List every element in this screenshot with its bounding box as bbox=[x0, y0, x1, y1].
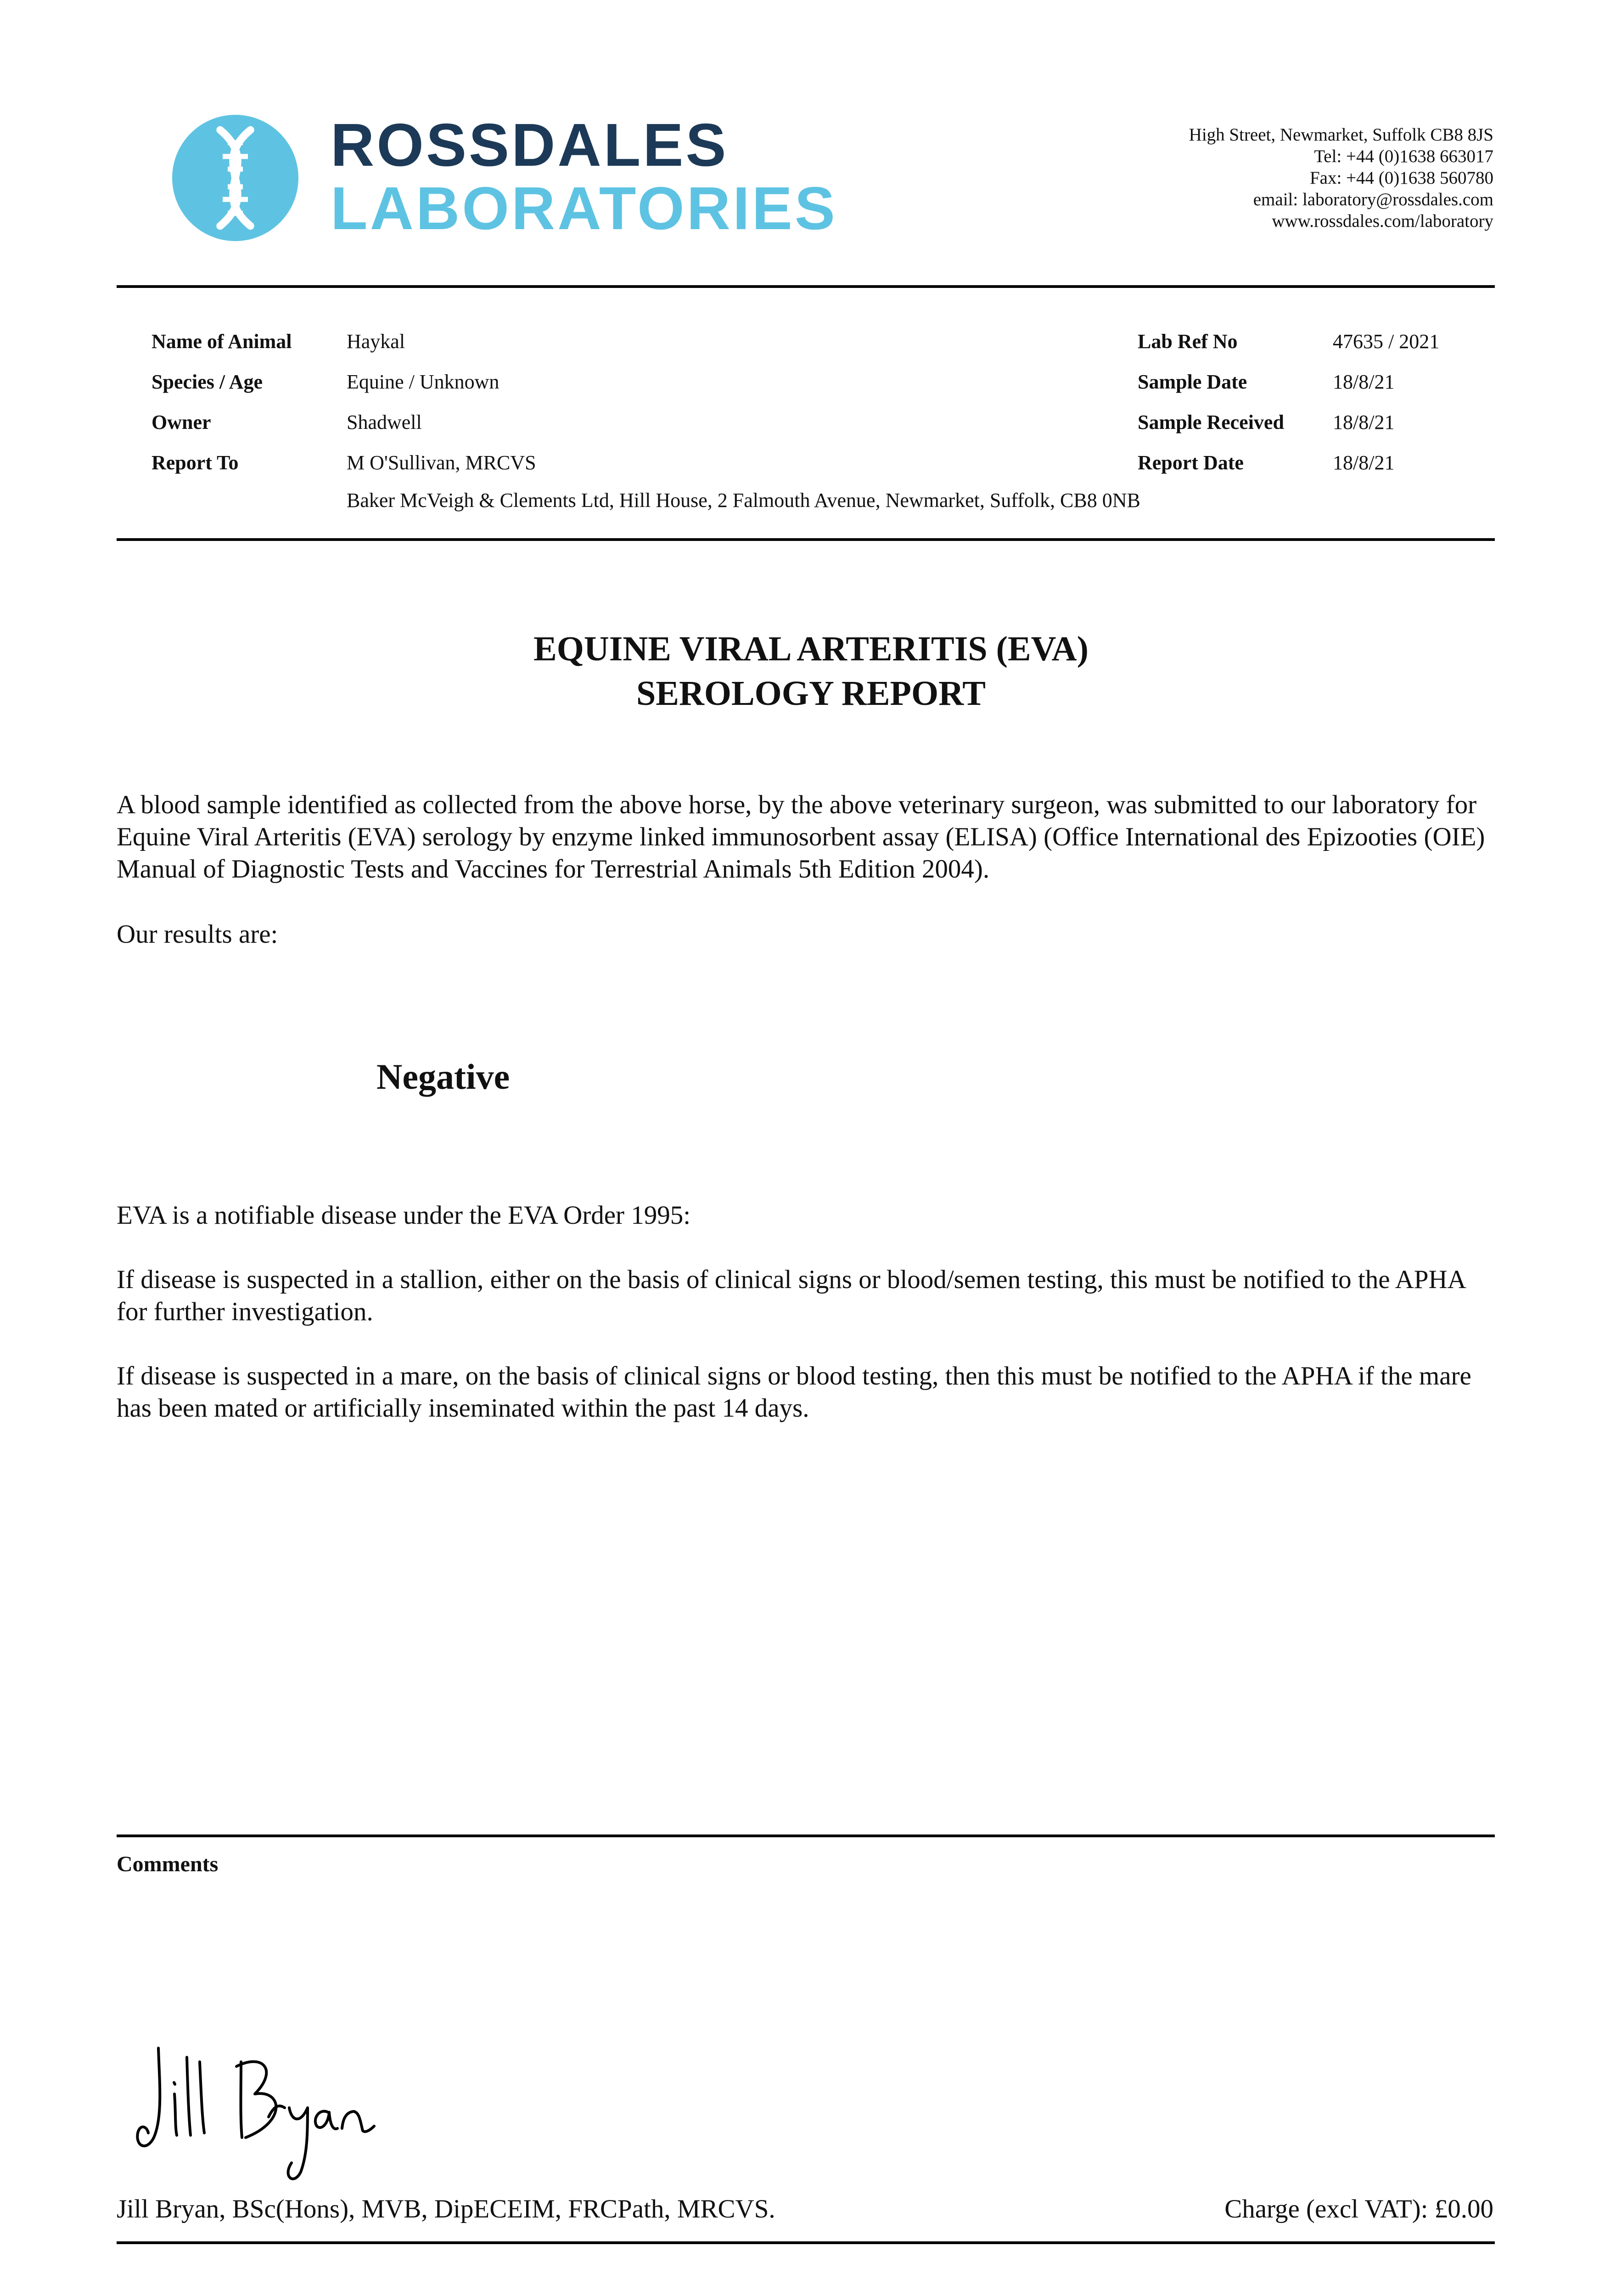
logo-wordmark-bottom: LABORATORIES bbox=[331, 174, 837, 242]
species-age-label: Species / Age bbox=[152, 371, 263, 393]
comments-label: Comments bbox=[117, 1852, 219, 1876]
sample-received-label: Sample Received bbox=[1138, 411, 1284, 433]
mare-note: If disease is suspected in a mare, on the basis of clinical signs or blood testing, then this must be notified to the APHA if the mare has been mated or artificially inseminated within the past 14 days. bbox=[117, 1362, 1471, 1423]
sample-date-value: 18/8/21 bbox=[1333, 371, 1395, 393]
lab-ref-label: Lab Ref No bbox=[1138, 330, 1238, 353]
logo-wordmark-top: ROSSDALES bbox=[331, 111, 729, 179]
report-to-value: M O'Sullivan, MRCVS bbox=[347, 451, 536, 474]
divider-details bbox=[117, 538, 1495, 541]
animal-name-value: Haykal bbox=[347, 330, 405, 353]
intro-paragraph: A blood sample identified as collected from the above horse, by the above veterinary surgeon, was submitted to our laboratory for Equine Viral Arteritis (EVA) serology by enzyme linked immunosorbent assay (ELISA) (Office International des Epizooties (OIE) Manual of Diagnostic Tests and Vaccines for Terrestrial Animals 5th Edition 2004). bbox=[117, 790, 1485, 884]
divider-comments bbox=[117, 1835, 1495, 1837]
report-title-line1: EQUINE VIRAL ARTERITIS (EVA) bbox=[533, 630, 1089, 668]
owner-label: Owner bbox=[152, 411, 211, 433]
report-title-line2: SEROLOGY REPORT bbox=[636, 674, 986, 713]
animal-name-label: Name of Animal bbox=[152, 330, 292, 353]
notifiable-note: EVA is a notifiable disease under the EVA Order 1995: bbox=[117, 1201, 691, 1230]
contact-fax: Fax: +44 (0)1638 560780 bbox=[1309, 168, 1493, 188]
report-date-label: Report Date bbox=[1138, 451, 1244, 474]
report-date-value: 18/8/21 bbox=[1333, 451, 1395, 474]
report-to-address: Baker McVeigh & Clements Ltd, Hill House, 2 Falmouth Avenue, Newmarket, Suffolk, CB8 0NB bbox=[347, 489, 1140, 512]
charge-amount: Charge (excl VAT): £0.00 bbox=[1224, 2195, 1493, 2223]
contact-block bbox=[1189, 124, 1493, 232]
sample-received-value: 18/8/21 bbox=[1333, 411, 1395, 433]
result-value: Negative bbox=[376, 1057, 510, 1097]
species-age-value: Equine / Unknown bbox=[347, 371, 500, 393]
company-logo bbox=[172, 111, 837, 248]
divider-bottom bbox=[117, 2241, 1495, 2244]
sample-date-label: Sample Date bbox=[1138, 371, 1247, 393]
signer-name: Jill Bryan, BSc(Hons), MVB, DipECEIM, FRCPath, MRCVS. bbox=[117, 2195, 775, 2223]
results-intro: Our results are: bbox=[117, 920, 278, 949]
divider-top bbox=[117, 285, 1495, 288]
report-to-label: Report To bbox=[152, 451, 239, 474]
lab-ref-value: 47635 / 2021 bbox=[1333, 330, 1440, 353]
owner-value: Shadwell bbox=[347, 411, 422, 433]
contact-website: www.rossdales.com/laboratory bbox=[1272, 211, 1493, 231]
contact-tel: Tel: +44 (0)1638 663017 bbox=[1314, 146, 1493, 166]
contact-email: email: laboratory@rossdales.com bbox=[1253, 190, 1493, 209]
dna-helix-icon bbox=[172, 115, 298, 241]
contact-address: High Street, Newmarket, Suffolk CB8 8JS bbox=[1189, 125, 1493, 145]
stallion-note: If disease is suspected in a stallion, either on the basis of clinical signs or blood/semen testing, this must be notified to the APHA for further investigation. bbox=[117, 1265, 1465, 1326]
signature-image bbox=[126, 2039, 393, 2200]
